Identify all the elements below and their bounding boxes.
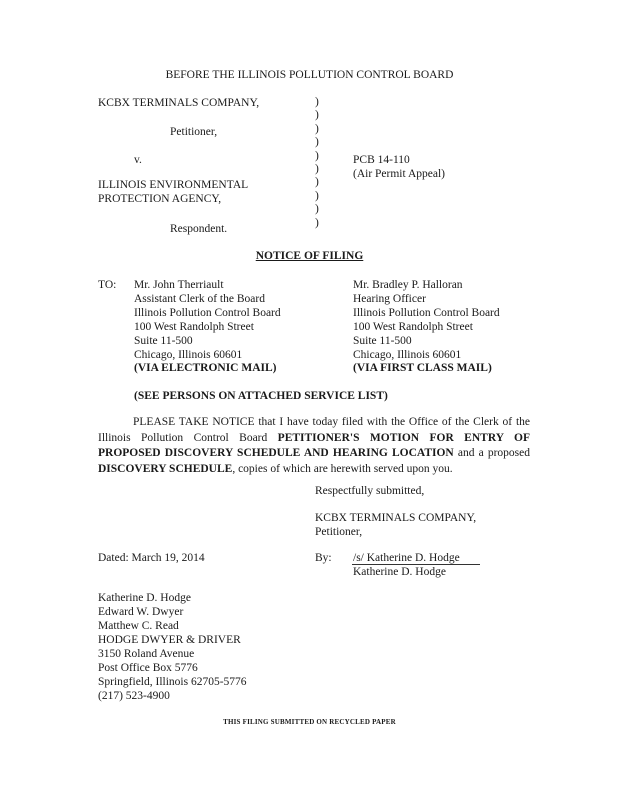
signature-company: KCBX TERMINALS COMPANY, — [315, 512, 477, 524]
body-text-2: and a proposed — [453, 447, 531, 459]
service-list-note: (SEE PERSONS ON ATTACHED SERVICE LIST) — [134, 390, 388, 402]
caption-paren: ) — [315, 189, 319, 202]
counsel-line: Edward W. Dwyer — [98, 606, 184, 618]
recipient-left-suite: Suite 11-500 — [134, 335, 193, 347]
counsel-line: Katherine D. Hodge — [98, 592, 191, 604]
closing-text: Respectfully submitted, — [315, 485, 425, 497]
recipient-right-street: 100 West Randolph Street — [353, 321, 473, 333]
recipient-left-name: Mr. John Therriault — [134, 279, 224, 291]
respondent-name-line2: PROTECTION AGENCY, — [98, 193, 222, 205]
case-type: (Air Permit Appeal) — [353, 168, 445, 180]
respondent-label: Respondent. — [170, 223, 228, 235]
petitioner-label: Petitioner, — [170, 126, 218, 138]
recipient-right-suite: Suite 11-500 — [353, 335, 412, 347]
counsel-phone: (217) 523-4900 — [98, 690, 170, 702]
caption-paren: ) — [315, 122, 319, 135]
recipient-right-city: Chicago, Illinois 60601 — [353, 349, 462, 361]
recipient-left-org: Illinois Pollution Control Board — [134, 307, 281, 319]
recipient-left-street: 100 West Randolph Street — [134, 321, 254, 333]
recipient-left-city: Chicago, Illinois 60601 — [134, 349, 243, 361]
signature-role: Petitioner, — [315, 526, 363, 538]
counsel-firm: HODGE DWYER & DRIVER — [98, 634, 241, 646]
recipient-right-method: (VIA FIRST CLASS MAIL) — [353, 362, 492, 374]
dated-line: Dated: March 19, 2014 — [98, 552, 205, 564]
caption-paren: ) — [315, 149, 319, 162]
recycled-paper-footer: THIS FILING SUBMITTED ON RECYCLED PAPER — [223, 718, 396, 726]
body-text-1: PLEASE TAKE NOTICE that I have today filed with the Office of the Clerk of the Illinois Pollution Control Board — [98, 416, 530, 444]
caption-paren: ) — [315, 203, 319, 216]
board-title: BEFORE THE ILLINOIS POLLUTION CONTROL BOARD — [165, 69, 454, 81]
motion-title: PETITIONER'S MOTION FOR ENTRY OF PROPOSED DISCOVERY SCHEDULE AND HEARING LOCATION — [98, 431, 530, 459]
caption-paren: ) — [315, 216, 319, 229]
counsel-line: Matthew C. Read — [98, 620, 179, 632]
caption-paren: ) — [315, 162, 319, 175]
counsel-line: Post Office Box 5776 — [98, 662, 198, 674]
recipient-right-title: Hearing Officer — [353, 293, 426, 305]
electronic-signature: /s/ Katherine D. Hodge — [353, 552, 460, 564]
recipient-left-method: (VIA ELECTRONIC MAIL) — [134, 362, 277, 374]
to-label: TO: — [98, 279, 117, 291]
notice-body-paragraph — [98, 415, 530, 477]
caption-paren: ) — [315, 176, 319, 189]
caption-paren: ) — [315, 96, 319, 108]
versus-label: v. — [134, 154, 142, 166]
petitioner-name: KCBX TERMINALS COMPANY, — [98, 97, 260, 109]
case-number: PCB 14-110 — [353, 154, 410, 166]
recipient-right-org: Illinois Pollution Control Board — [353, 307, 500, 319]
discovery-schedule-title: DISCOVERY SCHEDULE — [98, 462, 233, 475]
by-label: By: — [315, 552, 332, 564]
counsel-line: 3150 Roland Avenue — [98, 648, 195, 660]
counsel-line: Springfield, Illinois 62705-5776 — [98, 676, 247, 688]
notice-title: NOTICE OF FILING — [255, 250, 364, 262]
respondent-name-line1: ILLINOIS ENVIRONMENTAL — [98, 179, 249, 191]
caption-paren: ) — [315, 109, 319, 122]
caption-parentheses — [315, 96, 327, 230]
recipient-right-name: Mr. Bradley P. Halloran — [353, 279, 463, 291]
body-text-3: , copies of which are herewith served upon you. — [232, 462, 453, 475]
caption-paren: ) — [315, 136, 319, 149]
recipient-left-title: Assistant Clerk of the Board — [134, 293, 265, 305]
signer-printed-name: Katherine D. Hodge — [353, 566, 446, 578]
